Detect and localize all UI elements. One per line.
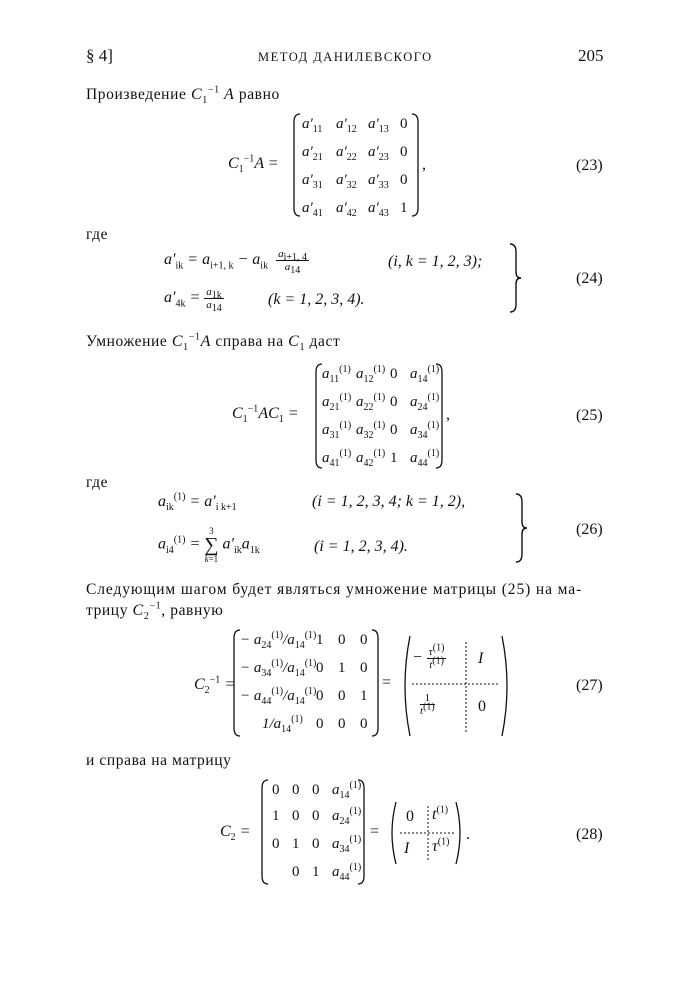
- eq24-cond2: (k = 1, 2, 3, 4).: [268, 291, 365, 308]
- paragraph-3-line1: Следующим шагом будет являться умножение матрицы (25) на ма-: [86, 581, 583, 598]
- eq28-left-bracket: [260, 778, 270, 886]
- eq23-lhs: $C_1^{-1}A$ =: [228, 153, 279, 176]
- where-2: где: [86, 474, 109, 491]
- eq23-number: (23): [576, 157, 603, 174]
- eq26-number: (26): [576, 521, 603, 538]
- eq26-cond1: (i = 1, 2, 3, 4; k = 1, 2),: [312, 493, 466, 510]
- eq28-right-bracket: [356, 778, 366, 886]
- eq28-lhs: $C_2$ =: [220, 823, 251, 844]
- eq26-line2: $a_{i4}^{(1)}$ = 3 ∑ k=1 $a'_{ik}a_{1k}$: [158, 526, 260, 564]
- eq26-cond2: (i = 1, 2, 3, 4).: [314, 538, 408, 555]
- eq27-right-bracket: [370, 628, 380, 738]
- eq24-brace: [508, 242, 522, 314]
- paragraph-4: и справа на матрицу: [86, 752, 232, 769]
- eq27-number: (27): [576, 677, 603, 694]
- eq28-block-paren-right: [454, 800, 466, 866]
- eq26-brace: [514, 492, 528, 564]
- eq26-line1: $a_{ik}^{(1)} = a'_{i k+1}$: [158, 491, 237, 514]
- paragraph-2: Умножение $C_1^{-1}A$ справа на $C_1$ даст: [86, 331, 341, 354]
- eq24-cond1: (i, k = 1, 2, 3);: [388, 253, 483, 270]
- eq27-lhs: $C_2^{-1}$ =: [194, 674, 236, 697]
- where-1: где: [86, 226, 109, 243]
- eq24-line2: $a'_{4k}$ = $\frac{a_{1k}}{a_{14}}$: [164, 286, 222, 315]
- eq23-left-bracket: [292, 112, 302, 218]
- running-title: МЕТОД ДАНИЛЕВСКОГО: [258, 50, 433, 64]
- eq24-line1: $a'_{ik} = a_{i+1, k} - a_{ik}$ $\frac{a_{i+1, 4}}{a_{14}}$: [164, 248, 307, 277]
- eq28-number: (28): [576, 826, 603, 843]
- eq25-number: (25): [576, 407, 603, 424]
- section-mark: § 4]: [86, 46, 113, 65]
- eq23-right-bracket: [410, 112, 420, 218]
- paragraph-1: Произведение $C_1^{-1}$ A равно: [86, 84, 280, 107]
- eq24-number: (24): [576, 270, 603, 287]
- eq25-right-bracket: [434, 362, 444, 470]
- page-number: 205: [578, 46, 604, 65]
- eq27-block-paren-right: [500, 634, 514, 738]
- eq25-lhs: $C_1^{-1}AC_1$ =: [232, 403, 299, 426]
- paragraph-3-line2: трицу $C_2^{-1}$, равную: [86, 600, 224, 623]
- eq28-block-paren-left: [386, 800, 398, 866]
